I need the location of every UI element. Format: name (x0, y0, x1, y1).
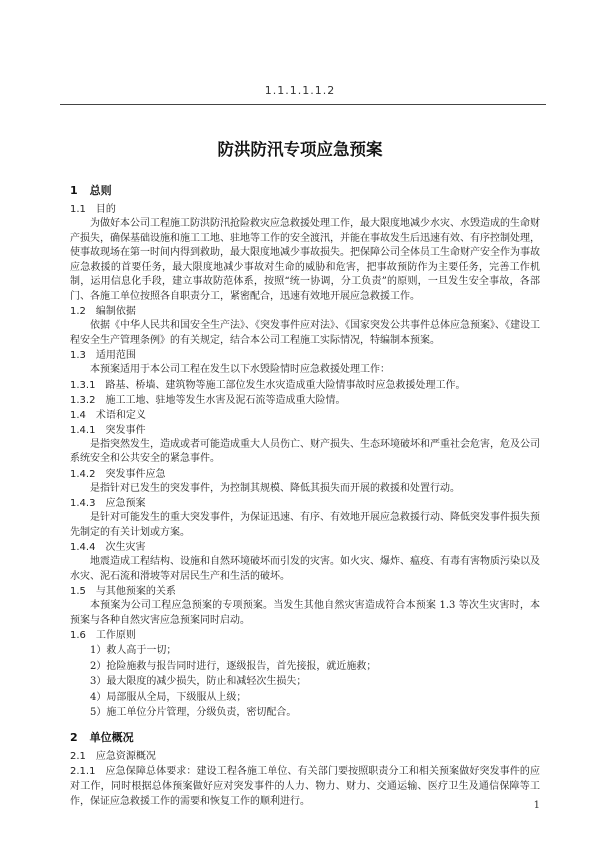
term-definition: 是针对可能发生的重大突发事件，为保证迅速、有序、有效地开展应急救援行动、降低突发事件损失预先制定的有关计划或方案。 (70, 512, 540, 538)
subsection-number: 1.3 (70, 350, 86, 361)
item-text: 路基、桥墙、建筑物等施工部位发生水灾造成重大险情事故时应急救援处理工作。 (105, 379, 466, 391)
subsection-title: 工作原则 (95, 630, 136, 641)
paragraph-basis: 依据《中华人民共和国安全生产法》、《突发事件应对法》、《国家突发公共事件总体应急预案》、《建设工程安全生产管理条例》的有关规定，结合本公司工程施工实际情况，特编制本预案。 (70, 320, 540, 346)
subsection-heading-1-1 (70, 202, 540, 217)
term-title: 应急预案 (105, 498, 146, 509)
principle-list-item: 1）救人高于一切； (90, 645, 177, 656)
term-title: 突发事件应急 (105, 468, 166, 480)
document-header-code: 1.1.1.1.1.2 (264, 84, 336, 97)
subsection-number: 1.6 (70, 630, 86, 641)
subsection-number: 1.2 (70, 306, 86, 317)
subsection-heading-1-5 (70, 584, 540, 599)
resource-requirements (70, 764, 540, 809)
header-divider (60, 104, 546, 105)
section-title: 单位概况 (89, 730, 134, 744)
scope-item (70, 378, 540, 393)
item-number: 2.1.1 (70, 765, 96, 777)
term-definition: 是指针对已发生的突发事件，为控制其规模、降低其损失而开展的救援和处置行动。 (90, 482, 460, 494)
term-heading (70, 423, 540, 438)
subsection-title: 与其他预案的关系 (95, 586, 176, 597)
term-definition: 是指突然发生，造成或者可能造成重大人员伤亡、财产损失、生态环境破坏和严重社会危害，危及公司系统安全和公共安全的紧急事件。 (70, 438, 540, 464)
scope-item (70, 393, 540, 408)
paragraph-purpose: 为做好本公司工程施工防洪防汛抢险救灾应急救援处理工作，最大限度地减少水灾、水毁造成的生命财产损失，确保基础设施和施工工地、驻地等工作的安全渡汛，并能在事故发生后迅速有效、有序控制处理，使事故现场在第一时间内得到救助，最大限度地减少事故损失。把保障公司全体员工生命财产安全作为事故应急救援的首要任务，最大限度地减少事故对生命的威胁和危害，把事故预防作为主要任务，完善工作机制，运用信息化手段，建立事故防范体系，按照“统一协调，分工负责”的原则，一旦发生安全事故，各部门、各施工单位按照各自职责分工，紧密配合，迅速有效地开展应急救援工作。 (70, 218, 540, 302)
subsection-number: 2.1 (70, 750, 86, 762)
term-definition: 地震造成工程结构、设施和自然环境破坏而引发的灾害。如火灾、爆炸、瘟疫、有毒有害物质污染以及水灾、泥石流和滑坡等对居民生产和生活的破坏。 (70, 556, 540, 582)
term-title: 次生灾害 (105, 542, 146, 553)
subsection-heading-1-4 (70, 408, 540, 423)
item-number: 1.3.2 (70, 394, 96, 406)
subsection-number: 1.4 (70, 409, 86, 421)
paragraph-relationship: 本预案为公司工程应急预案的专项预案。当发生其他自然灾害造成符合本预案 1.3 等次生灾害时，本预案与各种自然灾害应急预案同时启动。 (70, 600, 540, 626)
section-number: 2 (70, 730, 78, 744)
subsection-title: 应急资源概况 (95, 750, 156, 762)
item-number: 1.4.3 (70, 498, 96, 509)
subsection-title: 术语和定义 (95, 409, 146, 421)
subsection-heading-1-2 (70, 304, 540, 319)
subsection-heading-2-1 (70, 749, 540, 764)
term-heading (70, 467, 540, 482)
term-heading (70, 540, 540, 555)
section-title: 总则 (89, 184, 112, 197)
section-heading-2 (70, 730, 540, 746)
term-heading (70, 496, 540, 511)
item-text: 应急保障总体要求：建设工程各施工单位、有关部门要按照职责分工和相关预案做好突发事件的应对工作，同时根据总体预案做好应对突发事件的人力、物力、财力、交通运输、医疗卫生及通信保障等工作，保证应急救援工作的需要和恢复工作的顺利进行。 (70, 765, 540, 807)
item-number: 1.4.2 (70, 468, 96, 480)
principle-list-item: 2）抢险施救与报告同时进行，逐级报告，首先接报，就近施救； (90, 660, 377, 672)
term-title: 突发事件 (105, 424, 146, 436)
subsection-number: 1.1 (70, 204, 86, 215)
document-body (70, 183, 540, 809)
subsection-number: 1.5 (70, 586, 86, 597)
principle-list-item: 5）施工单位分片管理，分级负责，密切配合。 (90, 707, 297, 718)
subsection-heading-1-6 (70, 628, 540, 643)
item-number: 1.4.1 (70, 424, 96, 436)
item-text: 施工工地、驻地等发生水害及泥石流等造成重大险情。 (105, 394, 346, 406)
principle-list-item: 4）局部服从全局，下级服从上级； (90, 691, 247, 703)
document-title: 防洪防汛专项应急预案 (217, 140, 383, 159)
section-heading-1 (70, 183, 540, 199)
page-number: 1 (533, 800, 540, 811)
paragraph-scope: 本预案适用于本公司工程在发生以下水毁险情时应急救援处理工作： (90, 364, 390, 375)
subsection-title: 适用范围 (95, 350, 136, 361)
subsection-title: 目的 (95, 204, 116, 215)
subsection-title: 编制依据 (95, 306, 136, 317)
subsection-heading-1-3 (70, 348, 540, 363)
item-number: 1.3.1 (70, 379, 96, 391)
principle-list-item: 3）最大限度的减少损失，防止和减轻次生损失； (90, 676, 307, 687)
item-number: 1.4.4 (70, 542, 96, 553)
section-number: 1 (70, 184, 78, 197)
